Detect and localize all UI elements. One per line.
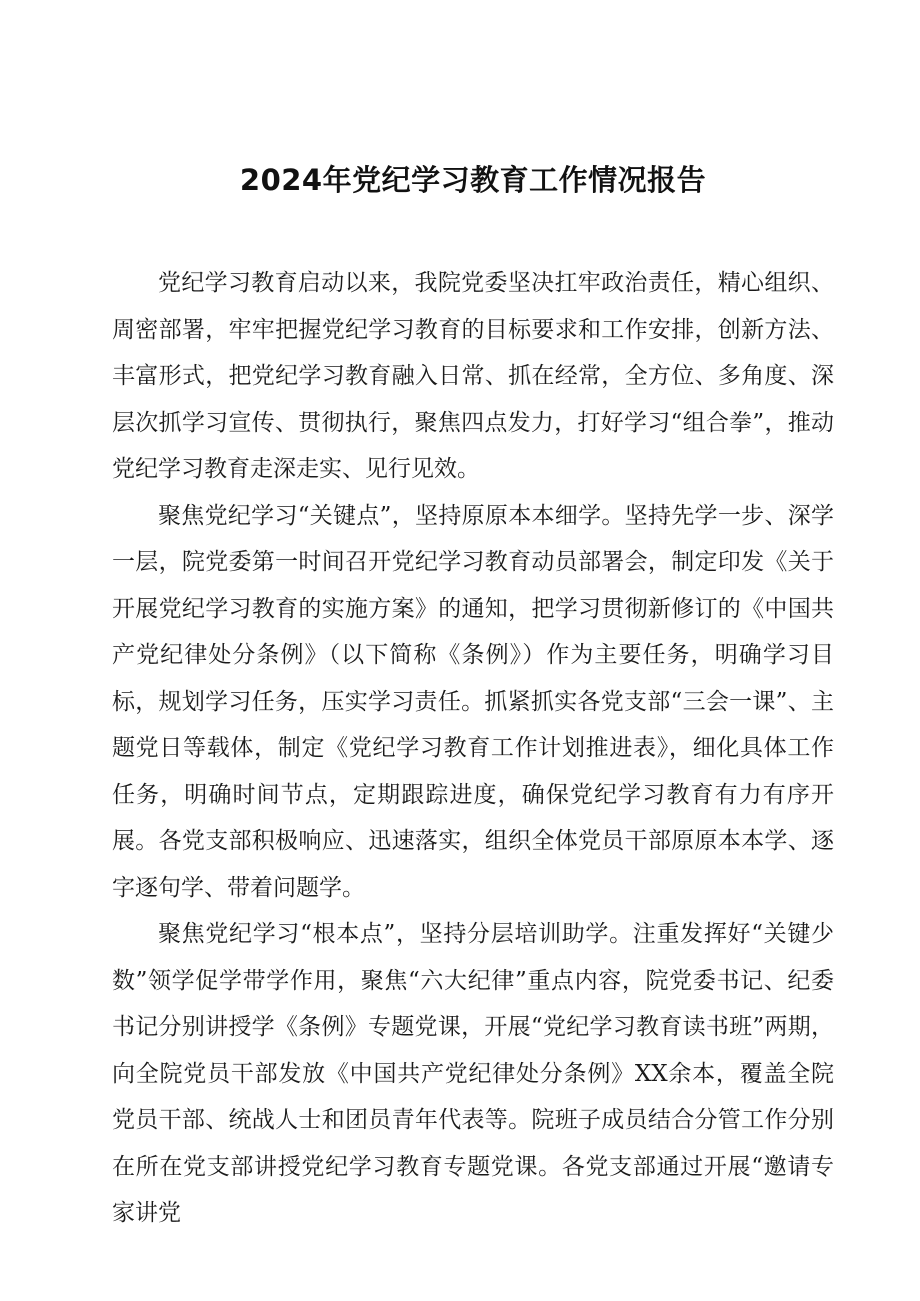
paragraph-key-point: 聚焦党纪学习“关键点”，坚持原原本本细学。坚持先学一步、深学一层，院党委第一时间召开党纪学习教育动员部署会，制定印发《关于开展党纪学习教育的实施方案》的通知，把学习贯彻新修订的《中国共产党纪律处分条例》（以下简称《条例》）作为主要任务，明确学习目标，规划学习任务，压实学习责任。抓紧抓实各党支部“三会一课”、主题党日等载体，制定《党纪学习教育工作计划推进表》，细化具体工作任务，明确时间节点，定期跟踪进度，确保党纪学习教育有力有序开展。各党支部积极响应、迅速落实，组织全体党员干部原原本本学、逐字逐句学、带着问题学。 [112,502,834,901]
paragraph-fundamental-point: 聚焦党纪学习“根本点”，坚持分层培训助学。注重发挥好“关键少数”领学促学带学作用，聚焦“六大纪律”重点内容，院党委书记、纪委书记分别讲授学《条例》专题党课，开展“党纪学习教育读书班”两期，向全院党员干部发放《中国共产党纪律处分条例》XX余本，覆盖全院党员干部、统战人士和团员青年代表等。院班子成员结合分管工作分别在所在党支部讲授党纪学习教育专题党课。各党支部通过开展“邀请专家讲党 [112,921,834,1226]
document-title: 2024年党纪学习教育工作情况报告 [239,163,707,197]
document-body [112,260,834,1237]
paragraph-intro: 党纪学习教育启动以来，我院党委坚决扛牢政治责任，精心组织、周密部署，牢牢把握党纪学习教育的目标要求和工作安排，创新方法、丰富形式，把党纪学习教育融入日常、抓在经常，全方位、多角度、深层次抓学习宣传、贯彻执行，聚焦四点发力，打好学习“组合拳”，推动党纪学习教育走深走实、见行见效。 [112,270,834,482]
